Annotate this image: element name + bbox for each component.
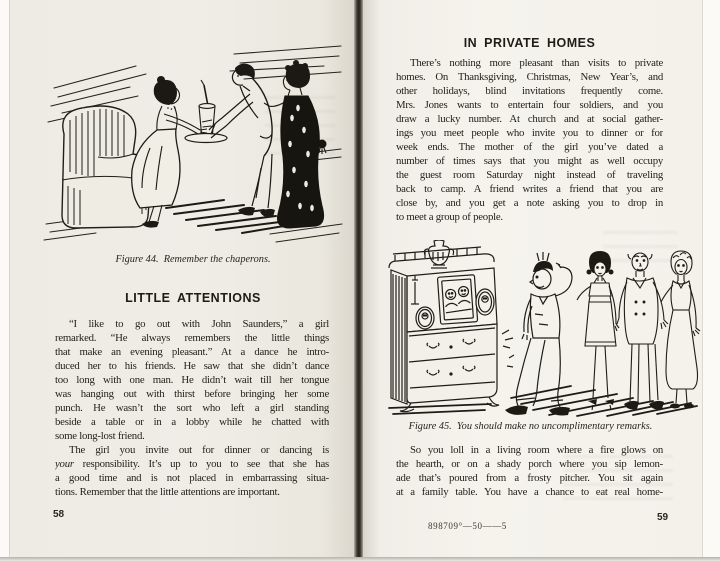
- text-line: back to camp. A friend writes a friend that you are: [396, 183, 663, 195]
- text-line: week ends. The mother of the girl you’ve dated a: [396, 141, 663, 153]
- text-line: Mrs. Jones wants to entertain four soldiers, and you: [396, 99, 663, 111]
- figure-45-caption: Figure 45. You should make no uncomplimentary remarks.: [408, 421, 653, 432]
- page-number-left: 58: [53, 509, 65, 520]
- text-line: tions. Remember that the little attentions are important.: [55, 486, 280, 498]
- book-spine: [354, 0, 363, 557]
- text-line: other holidays, blind invitations frequently come.: [396, 85, 663, 97]
- text-line: [55, 457, 329, 471]
- text-line: too long with one man. He didn’t wait till her tongue: [55, 374, 329, 386]
- figure-44-illustration: [38, 38, 344, 250]
- figure-44-caption: Figure 44. Remember the chaperons.: [115, 254, 271, 265]
- printer-code: 898709°—50——5: [428, 521, 507, 531]
- text-line: duced her to his friends. He saw that she didn’t dance: [55, 360, 329, 372]
- text-line: to meet a group of people.: [396, 211, 503, 223]
- scan-bottom-edge: [0, 557, 720, 561]
- right-page-heading: IN PRIVATE HOMES: [463, 36, 596, 50]
- text-line: “I like to go out with John Saunders,” a girl: [69, 318, 329, 330]
- text-line: ade that’s poured from a frosty pitcher. You sit again: [396, 472, 663, 484]
- right-page-body-2: [396, 443, 663, 499]
- text-line: a good time and is not placed in embarrassing situa-: [55, 472, 329, 484]
- text-line: So you loll in a living room where a fire glows on: [410, 444, 663, 456]
- text-line: homes. On Thanksgiving, Christmas, New Year’s, and: [396, 71, 663, 83]
- text-line: number of times says that you might as well occupy: [396, 155, 663, 167]
- text-line-rest: responsibility. It’s up to you to see that she has: [73, 458, 329, 470]
- text-line: draw a lucky number. At church and at social gather-: [396, 113, 663, 125]
- text-line: close by, and you get a note asking you to drop in: [396, 197, 663, 209]
- text-line: at a family table. You have a chance to eat real home-: [396, 486, 663, 498]
- left-page-body: [55, 317, 329, 499]
- text-line: remarked. “He always remembers the little things: [55, 332, 329, 344]
- right-page-body-1: [396, 56, 663, 224]
- left-page: [9, 0, 357, 557]
- left-page-heading: LITTLE ATTENTIONS: [125, 291, 261, 305]
- figure-45-illustration: [381, 240, 701, 420]
- text-line: ings you meet people who invite you to dinner or for: [396, 127, 663, 139]
- page-number-right: 59: [657, 512, 669, 523]
- text-line: The girl you invite out for dinner or dancing is: [69, 444, 329, 456]
- text-line: beside a table or in a lobby while he chatted with: [55, 416, 329, 428]
- italic-word: your: [55, 458, 74, 470]
- text-line: the hearth, or on a shady porch where you sip lemon-: [396, 458, 663, 470]
- text-line: the guest room Saturday night instead of traveling: [396, 169, 663, 181]
- text-line: that make an evening pleasant.” At a dance he intro-: [55, 346, 329, 358]
- text-line: was hanging out with thirst before bringing her some: [55, 388, 329, 400]
- text-line: some long-lost friend.: [55, 430, 145, 442]
- text-line: punch. He wasn’t the sort who left a girl standing: [55, 402, 329, 414]
- text-line: There’s nothing more pleasant than visits to private: [410, 57, 663, 69]
- right-page: [363, 0, 703, 557]
